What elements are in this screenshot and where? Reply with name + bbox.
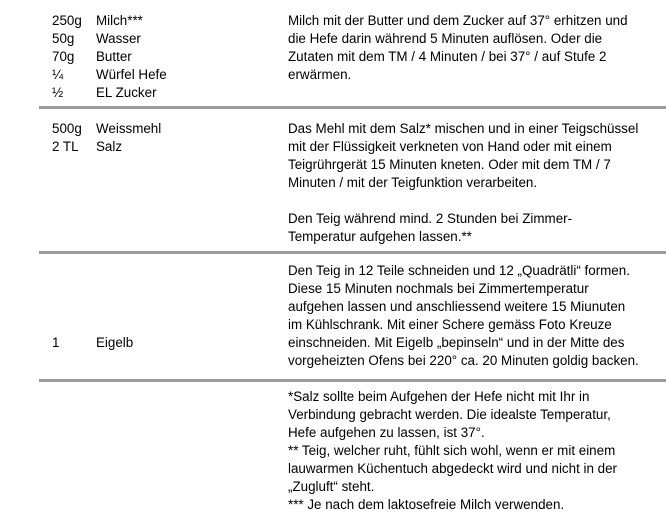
section-divider — [39, 379, 666, 382]
ingredient-qty: 70g — [52, 49, 75, 64]
instruction-line: Milch mit der Butter und dem Zucker auf 37° erhitzen und — [288, 13, 628, 28]
ingredient-qty: 50g — [52, 31, 75, 46]
ingredient-name: Eigelb — [96, 335, 134, 350]
instruction-text — [288, 12, 660, 84]
ingredient-qty: 1 — [52, 335, 60, 350]
instruction-line: mit der Flüssigkeit verkneten von Hand oder mit einem — [288, 139, 612, 154]
footnote-line: Hefe aufgehen zu lassen, ist 37°. — [288, 425, 485, 440]
ingredient-row — [52, 30, 167, 48]
instruction-line: Minuten / mit der Teigfunktion verarbeiten. — [288, 175, 538, 190]
ingredient-qty: ¼ — [52, 67, 64, 82]
footnote-line: Verbindung gebracht werden. Die idealste Temperatur, — [288, 407, 611, 422]
footnote-line: *** Je nach dem laktosefreie Milch verwenden. — [288, 497, 565, 512]
ingredient-qty: 500g — [52, 121, 82, 136]
ingredient-row — [52, 334, 133, 352]
ingredient-row — [52, 48, 167, 66]
instruction-line: Den Teig in 12 Teile schneiden und 12 „Quadrätli“ formen. — [288, 263, 630, 278]
footnote-line: ** Teig, welcher ruht, fühlt sich wohl, wenn er mit einem — [288, 443, 616, 458]
ingredient-qty: ½ — [52, 85, 64, 100]
ingredient-name: Wasser — [96, 31, 141, 46]
instruction-line: erwärmen. — [288, 67, 352, 82]
instruction-line: vorgeheizten Ofens bei 220° ca. 20 Minuten goldig backen. — [288, 353, 639, 368]
ingredient-name: EL Zucker — [96, 85, 157, 100]
ingredient-row — [52, 120, 161, 138]
instruction-line: im Kühlschrank. Mit einer Schere gemäss Foto Kreuze — [288, 317, 612, 332]
footnote-line: „Zugluft“ steht. — [288, 479, 375, 494]
instruction-line: Temperatur aufgehen lassen.** — [288, 229, 472, 244]
ingredient-list — [52, 12, 167, 102]
instruction-line: Das Mehl mit dem Salz* mischen und in einer Teigschüssel — [288, 121, 639, 136]
footnote-text — [288, 388, 660, 514]
ingredient-qty: 2 TL — [52, 139, 79, 154]
ingredient-row — [52, 138, 161, 156]
instruction-line: die Hefe darin während 5 Minuten auflösen. Oder die — [288, 31, 603, 46]
instruction-line: Diese 15 Minuten nochmals bei Zimmertemperatur — [288, 281, 589, 296]
ingredient-name: Salz — [96, 139, 123, 154]
footnote-line: *Salz sollte beim Aufgehen der Hefe nicht mit Ihr in — [288, 389, 590, 404]
instruction-line: Teigrührgerät 15 Minuten kneten. Oder mit dem TM / 7 — [288, 157, 611, 172]
ingredient-name: Butter — [96, 49, 132, 64]
ingredient-list — [52, 334, 133, 352]
ingredient-qty: 250g — [52, 13, 82, 28]
instruction-line: Zutaten mit dem TM / 4 Minuten / bei 37° / auf Stufe 2 — [288, 49, 607, 64]
footnote-line: lauwarmen Küchentuch abgedeckt wird und nicht in der — [288, 461, 618, 476]
instruction-text — [288, 120, 660, 246]
ingredient-row — [52, 12, 167, 30]
ingredient-name: Weissmehl — [96, 121, 162, 136]
ingredient-row — [52, 84, 167, 102]
section-divider — [39, 106, 666, 109]
ingredient-row — [52, 66, 167, 84]
instruction-text — [288, 262, 660, 370]
ingredient-list — [52, 120, 161, 156]
instruction-line: Den Teig während mind. 2 Stunden bei Zimmer- — [288, 211, 573, 226]
instruction-line: einschneiden. Mit Eigelb „bepinseln“ und in der Mitte des — [288, 335, 625, 350]
ingredient-name: Würfel Hefe — [96, 67, 167, 82]
instruction-line: aufgehen lassen und anschliessend weitere 15 Miunuten — [288, 299, 626, 314]
section-divider — [39, 251, 666, 254]
ingredient-name: Milch*** — [96, 13, 143, 28]
